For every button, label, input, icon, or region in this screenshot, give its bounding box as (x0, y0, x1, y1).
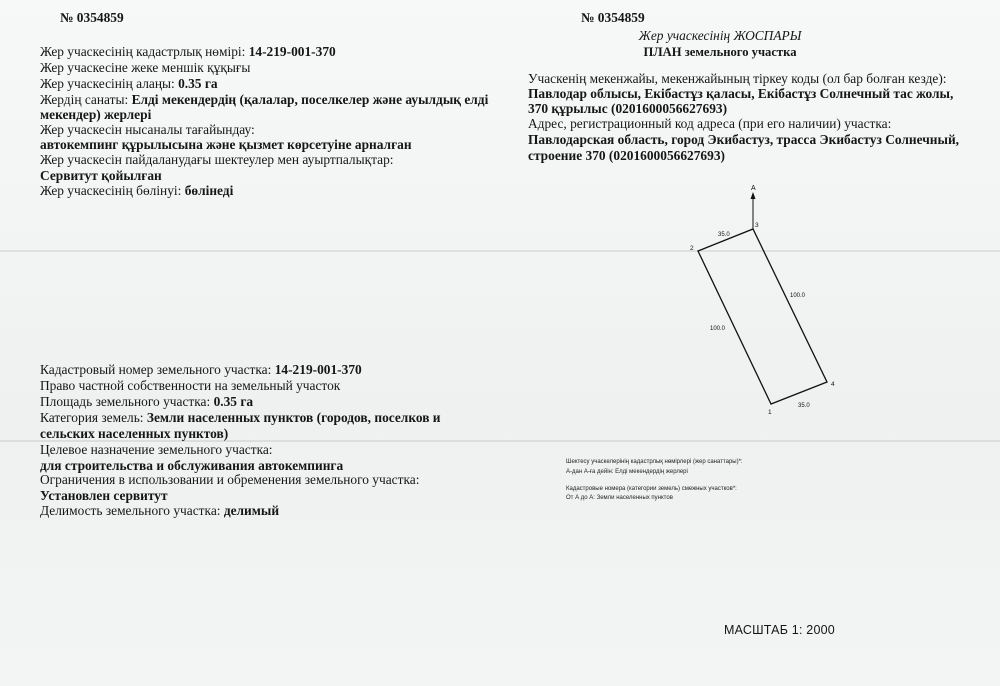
kz-area-value: 0.35 га (178, 76, 218, 91)
neighbors-ru-value: От А до А: Земли населенных пунктов (566, 495, 673, 501)
point-1-label: 1 (768, 409, 772, 416)
dim-bottom-label: 35.0 (798, 403, 810, 409)
kz-restrictions-label: Жер учаскесін пайдаланудағы шектеулер мен ауыртпалықтар: (40, 152, 394, 167)
ru-restrictions-value: Установлен сервитут (40, 488, 168, 503)
kz-category-value-1: Елді мекендердің (қалалар, поселкелер және ауылдық елді (131, 92, 489, 107)
scale-label: МАСШТАБ 1: 2000 (724, 623, 835, 637)
ru-area-label: Площадь земельного участка: (40, 394, 214, 409)
address-kz-label: Учаскенің мекенжайы, мекенжайының тіркеу коды (ол бар болған кезде): (528, 71, 947, 86)
point-4-label: 4 (831, 381, 835, 388)
ru-category-value-2: сельских населенных пунктов) (40, 426, 229, 441)
neighbors-kz-value: А-дан А-ға дейін: Елді мекендердің жерлері (566, 469, 688, 475)
serial-number-left: № 0354859 (60, 10, 124, 25)
kz-purpose-value: автокемпинг құрылысына және қызмет көрсетуіне арналған (40, 137, 412, 152)
ru-divisibility-value: делимый (223, 503, 280, 518)
ru-area-value: 0.35 га (213, 394, 254, 409)
ru-category-label: Категория земель: (40, 410, 147, 425)
kz-category-value-2: мекендер) жерлері (40, 107, 152, 122)
neighbors-kz-label: Шектесу учаскелерінің кадастрлық нөмірлері (жер санаттары)*: (566, 459, 743, 465)
kz-cadastral-value: 14-219-001-370 (248, 44, 336, 59)
ru-purpose-label: Целевое назначение земельного участка: (40, 442, 273, 457)
kz-divisibility-value: бөлінеді (184, 183, 234, 198)
address-ru-line-1: Павлодарская область, город Экибастуз, трасса Экибастуз Солнечный, (528, 132, 960, 147)
address-ru-line-2: строение 370 (0201600056627693) (528, 148, 725, 163)
kz-restrictions-value: Сервитут қойылған (40, 168, 162, 183)
ru-restrictions-label: Ограничения в использовании и обременения земельного участка: (40, 472, 420, 487)
ru-ownership: Право частной собственности на земельный участок (40, 378, 341, 393)
ru-cadastral-label: Кадастровый номер земельного участка: (40, 362, 275, 377)
dim-top-label: 35.0 (718, 232, 730, 238)
dim-right-label: 100.0 (790, 293, 806, 299)
ru-cadastral-value: 14-219-001-370 (274, 362, 362, 377)
address-ru-label: Адрес, регистрационный код адреса (при его наличии) участка: (528, 116, 892, 131)
point-2-label: 2 (690, 245, 694, 252)
address-kz-line-1: Павлодар облысы, Екібастұз қаласы, Екібастұз Солнечный тас жолы, (528, 86, 954, 101)
neighbors-ru-label: Кадастровые номера (категории земель) смежных участков*: (566, 486, 737, 492)
north-label: А (751, 185, 756, 192)
parcel-boundary (698, 229, 827, 404)
kz-ownership: Жер учаскесіне жеке меншік құқығы (40, 60, 251, 75)
ru-category-value-1: Земли населенных пунктов (городов, поселков и (146, 410, 441, 425)
dim-left-label: 100.0 (710, 326, 726, 332)
plan-title-kz: Жер учаскесінің ЖОСПАРЫ (638, 28, 802, 43)
point-3-label: 3 (755, 222, 759, 229)
kz-purpose-label: Жер учаскесін нысаналы тағайындау: (40, 122, 255, 137)
serial-number-right: № 0354859 (581, 10, 645, 25)
kz-divisibility-label: Жер учаскесінің бөлінуі: (40, 183, 185, 198)
ru-divisibility-label: Делимость земельного участка: (40, 503, 224, 518)
plan-title-ru: ПЛАН земельного участка (643, 45, 797, 59)
ru-purpose-value: для строительства и обслуживания автокемпинга (40, 458, 344, 473)
kz-category-label: Жердің санаты: (40, 92, 132, 107)
kz-cadastral-label: Жер учаскесінің кадастрлық нөмірі: (40, 44, 249, 59)
north-arrow-head (751, 192, 756, 199)
address-kz-line-2: 370 құрылыс (0201600056627693) (528, 101, 728, 116)
kz-area-label: Жер учаскесінің алаңы: (40, 76, 179, 91)
